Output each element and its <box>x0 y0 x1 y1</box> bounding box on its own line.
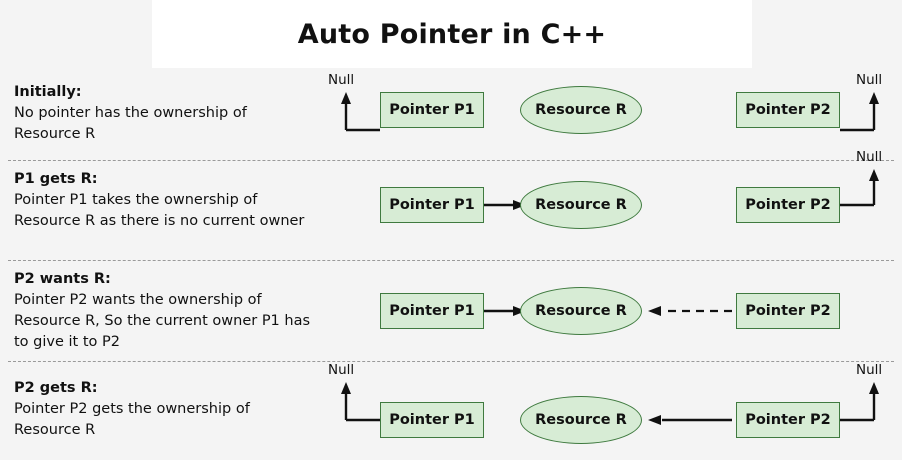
row-p2-gets-r-diagram <box>318 362 902 460</box>
row-initially-description: No pointer has the ownership of Resource R <box>14 105 247 142</box>
row-initially-diagram <box>318 68 902 160</box>
row-p1-gets-r <box>0 149 902 260</box>
resource-r-node: Resource R <box>520 181 642 229</box>
row-initially-text <box>14 82 314 145</box>
row-initially-null-right-label: Null <box>856 72 883 88</box>
row-p2-wants-r <box>0 261 902 361</box>
title-bar <box>152 0 752 68</box>
row-p2-wants-r-text <box>14 269 314 353</box>
pointer-p1-box: Pointer P1 <box>380 402 484 438</box>
pointer-p2-box: Pointer P2 <box>736 293 840 329</box>
row-p2-wants-r-heading: P2 wants R: <box>14 271 111 287</box>
resource-r-node: Resource R <box>520 86 642 134</box>
pointer-p2-box: Pointer P2 <box>736 402 840 438</box>
pointer-p2-box: Pointer P2 <box>736 187 840 223</box>
resource-r-node: Resource R <box>520 287 642 335</box>
row-p1-gets-r-text <box>14 169 314 232</box>
row-p2-gets-r <box>0 362 902 460</box>
diagram-rows <box>0 68 902 460</box>
pointer-p1-box: Pointer P1 <box>380 187 484 223</box>
row-p2-gets-r-text <box>14 378 314 441</box>
row-p1-gets-r-null-right-label: Null <box>856 149 883 165</box>
pointer-p1-box: Pointer P1 <box>380 92 484 128</box>
row-p2-gets-r-heading: P2 gets R: <box>14 380 98 396</box>
row-p1-gets-r-description: Pointer P1 takes the ownership of Resource R as there is no current owner <box>14 192 305 229</box>
pointer-p2-box: Pointer P2 <box>736 92 840 128</box>
resource-r-node: Resource R <box>520 396 642 444</box>
row-initially-null-left-label: Null <box>328 72 355 88</box>
row-p1-gets-r-heading: P1 gets R: <box>14 171 98 187</box>
row-p1-gets-r-diagram <box>318 149 902 260</box>
row-initially <box>0 68 902 160</box>
row-initially-heading: Initially: <box>14 84 82 100</box>
row-p2-wants-r-diagram <box>318 261 902 361</box>
page-title: Auto Pointer in C++ <box>297 18 607 50</box>
row-p2-gets-r-description: Pointer P2 gets the ownership of Resource R <box>14 401 250 438</box>
row-p2-gets-r-null-right-label: Null <box>856 362 883 378</box>
pointer-p1-box: Pointer P1 <box>380 293 484 329</box>
row-p2-gets-r-null-left-label: Null <box>328 362 355 378</box>
row-p2-wants-r-description: Pointer P2 wants the ownership of Resource R, So the current owner P1 has to give it to P2 <box>14 292 311 350</box>
